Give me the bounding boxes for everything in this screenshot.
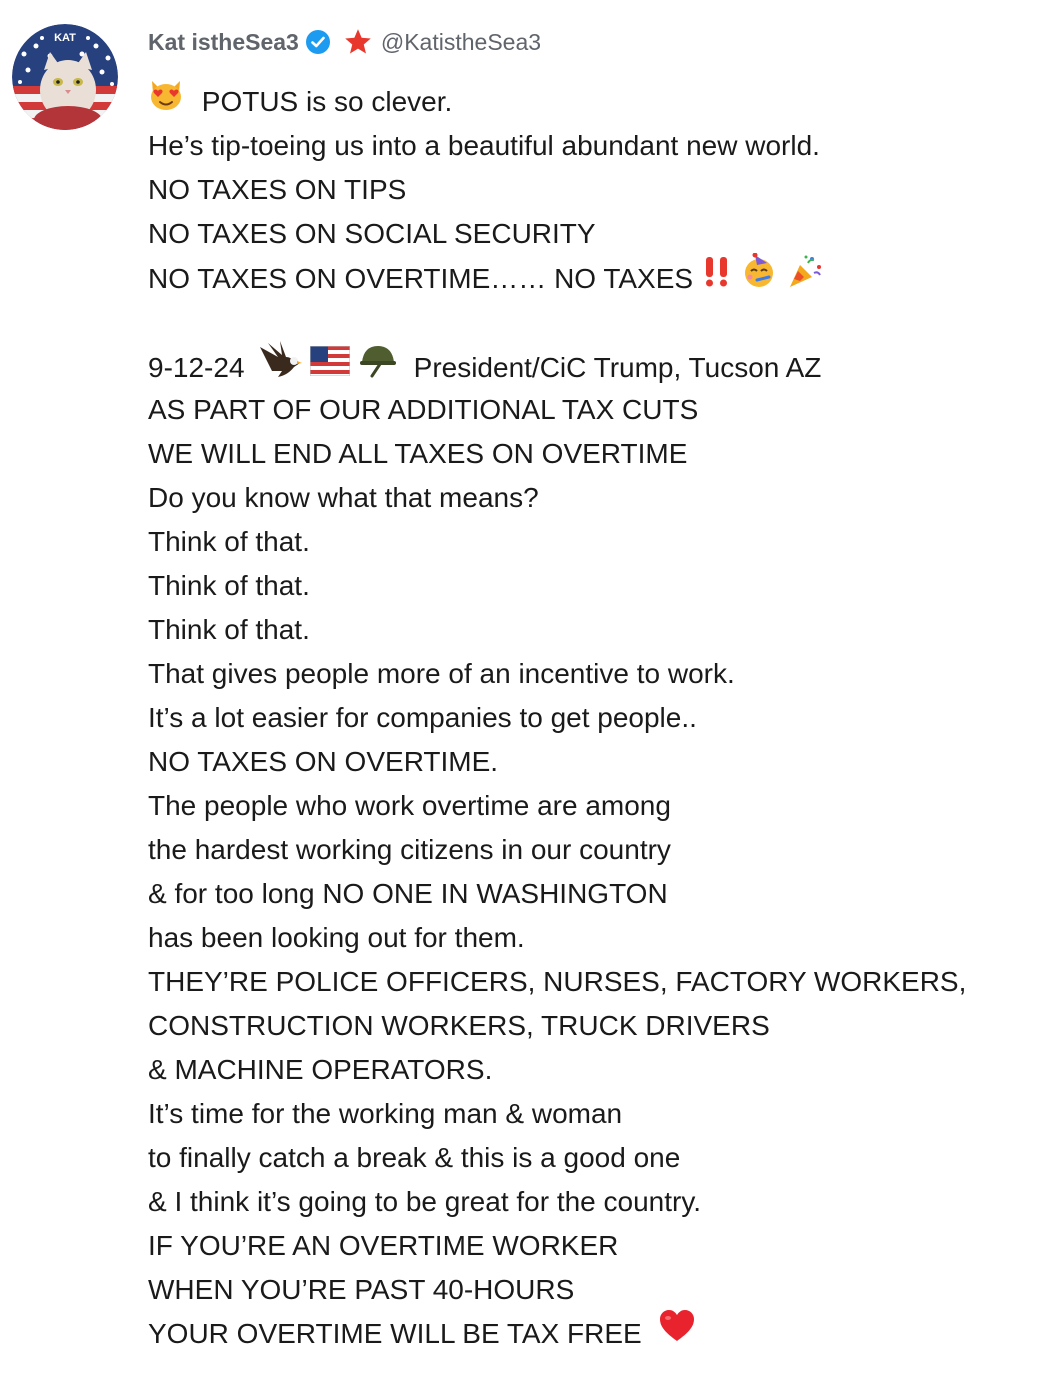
post-line — [148, 1048, 1028, 1092]
post-line — [148, 124, 1028, 168]
blank-line — [148, 300, 1028, 344]
post-body — [148, 80, 1028, 1356]
post-line — [148, 168, 1028, 212]
post-text: Think of that. — [148, 614, 310, 645]
post-line — [148, 212, 1028, 256]
post-line — [148, 1268, 1028, 1312]
post-text: YOUR OVERTIME WILL BE TAX FREE — [148, 1318, 642, 1349]
post-text: THEY’RE POLICE OFFICERS, NURSES, FACTORY WORKERS, — [148, 966, 967, 997]
post-line — [148, 1180, 1028, 1224]
star-icon — [343, 27, 373, 57]
post-text: Do you know what that means? — [148, 482, 539, 513]
post-text: & for too long NO ONE IN WASHINGTON — [148, 878, 668, 909]
post-text: AS PART OF OUR ADDITIONAL TAX CUTS — [148, 394, 699, 425]
eagle-icon — [258, 341, 302, 392]
user-handle[interactable]: @KatistheSea3 — [380, 28, 542, 55]
post-text: It’s a lot easier for companies to get people.. — [148, 702, 697, 733]
post-line — [148, 476, 1028, 520]
post-line — [148, 1224, 1028, 1268]
post-line — [148, 564, 1028, 608]
double-exclamation-icon — [701, 254, 733, 301]
post-line — [148, 828, 1028, 872]
post-text: The people who work overtime are among — [148, 790, 671, 821]
verified-badge-icon — [305, 29, 331, 55]
post-header — [148, 24, 541, 60]
us-flag-icon — [310, 345, 350, 389]
post-line — [148, 652, 1028, 696]
post-text: POTUS is so clever. — [201, 86, 453, 117]
post-text: He’s tip-toeing us into a beautiful abundant new world. — [148, 130, 820, 161]
post-text: & I think it’s going to be great for the country. — [148, 1186, 702, 1217]
avatar[interactable] — [12, 24, 118, 130]
heart-eyes-cat-icon — [148, 77, 184, 124]
post-line — [148, 388, 1028, 432]
post-text: NO TAXES ON OVERTIME…… NO TAXES — [148, 262, 694, 294]
post-text: Think of that. — [148, 570, 310, 601]
post-text: IF YOU’RE AN OVERTIME WORKER — [148, 1230, 619, 1261]
post-line — [148, 1004, 1028, 1048]
svg-text:KAT: KAT — [54, 32, 76, 44]
post-line — [148, 432, 1028, 476]
post-text: That gives people more of an incentive to work. — [148, 658, 735, 689]
post-text: WHEN YOU’RE PAST 40-HOURS — [148, 1274, 575, 1305]
post-line — [148, 80, 1028, 124]
avatar-image — [12, 24, 118, 130]
post-line — [148, 608, 1028, 652]
red-heart-icon — [658, 1309, 696, 1356]
post-text: NO TAXES ON SOCIAL SECURITY — [148, 218, 596, 249]
post-text: Think of that. — [148, 526, 310, 557]
post-text: the hardest working citizens in our country — [148, 834, 671, 865]
post-line — [148, 1312, 1028, 1356]
post-line — [148, 960, 1028, 1004]
post-line — [148, 916, 1028, 960]
post-line — [148, 520, 1028, 564]
military-helmet-icon — [358, 342, 398, 391]
post-line — [148, 1092, 1028, 1136]
post-line — [148, 872, 1028, 916]
post-line — [148, 784, 1028, 828]
display-name[interactable]: Kat istheSea3 — [148, 28, 299, 55]
post-text: CONSTRUCTION WORKERS, TRUCK DRIVERS — [148, 1010, 770, 1041]
post-text: 9-12-24 — [148, 351, 245, 383]
partying-face-icon — [741, 253, 779, 302]
post-text: It’s time for the working man & woman — [148, 1098, 623, 1129]
post-text: & MACHINE OPERATORS. — [148, 1054, 493, 1085]
post-text: has been looking out for them. — [148, 922, 525, 953]
party-popper-icon — [786, 253, 824, 302]
post-text: NO TAXES ON OVERTIME. — [148, 746, 499, 777]
post-line — [148, 696, 1028, 740]
post-text: President/CiC Trump, Tucson AZ — [413, 351, 822, 383]
post-line — [148, 740, 1028, 784]
post-text: WE WILL END ALL TAXES ON OVERTIME — [148, 438, 688, 469]
post-text: NO TAXES ON TIPS — [148, 174, 407, 205]
post-line — [148, 256, 1028, 300]
post-text: to finally catch a break & this is a good one — [148, 1142, 681, 1173]
post-line — [148, 1136, 1028, 1180]
post-line — [148, 344, 1028, 388]
